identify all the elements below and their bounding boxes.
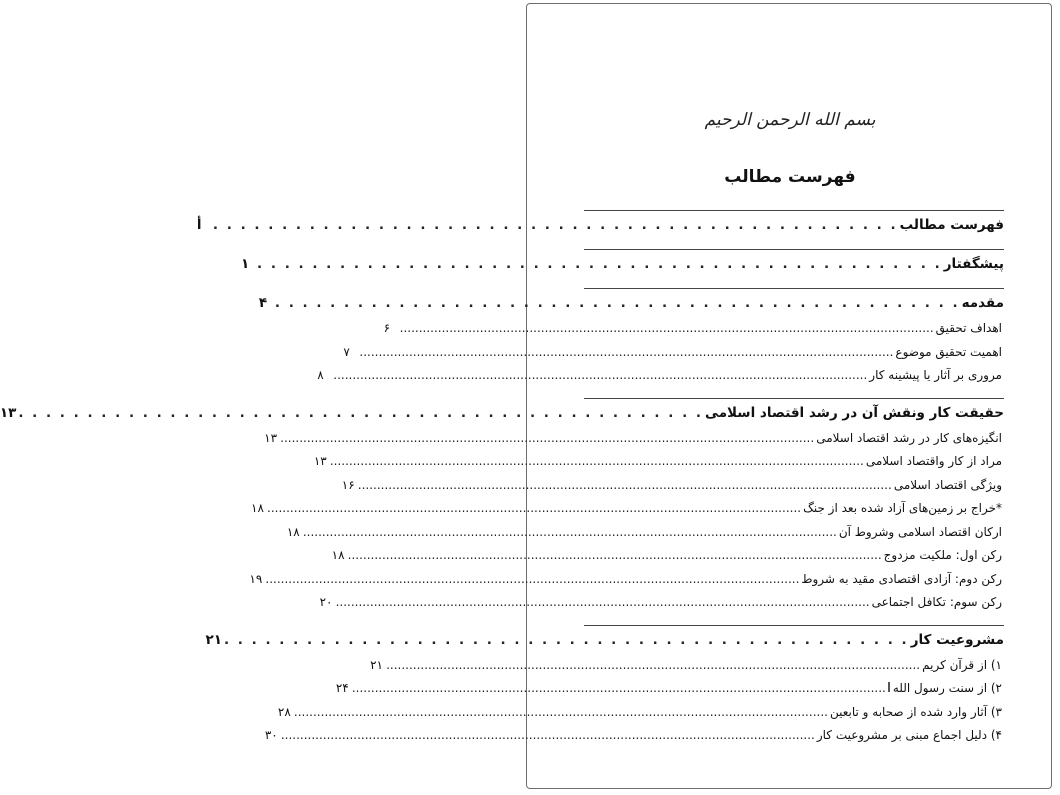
leader-dots: ............................................................................................................................................ <box>357 477 892 492</box>
page-number: ۱۳ <box>0 404 17 421</box>
leader-dots: ............................................................................................................................................ <box>302 524 837 539</box>
leader-dots: . . . . . . . . . . . . . . . . . . . . . . . . . . . . . . . . . . . . . . . . . . . . . . . . . . <box>18 404 704 421</box>
leader-dots: ............................................................................................................................................ <box>333 368 868 382</box>
toc-item[interactable] <box>313 454 1004 478</box>
toc-item-label: ۳) آثار وارد شده از صحابه و تابعین <box>829 704 1002 719</box>
toc-item-label: مروری بر آثار یا پیشینه کار <box>869 368 1002 382</box>
leader-dots: ............................................................................................................................................ <box>280 430 815 445</box>
toc-item-label: رکن اول: ملکیت مزدوج <box>883 548 1002 562</box>
page-number: ۲۰ <box>319 595 333 609</box>
page-number: ۴ <box>258 295 268 311</box>
toc-group-preface <box>241 250 1004 288</box>
basmala: بسم الله الرحمن الرحیم <box>704 110 876 130</box>
page-number: ۱۹ <box>249 571 263 586</box>
toc-heading-label: فهرست مطالب <box>899 217 1004 233</box>
toc-heading[interactable] <box>241 256 1004 282</box>
leader-dots: . . . . . . . . . . . . . . . . . . . . . . . . . . . . . . . . . . . . . . . . . . . . . . . . . . <box>257 256 942 272</box>
toc-item-label: اهمیت تحقیق موضوع <box>895 344 1002 359</box>
page-number: ۱۶ <box>341 477 355 492</box>
toc-group-legitimacy <box>205 626 1004 758</box>
toc-item[interactable] <box>343 344 1004 369</box>
toc-heading-label: مشروعیت کار <box>910 631 1004 648</box>
page-number: ۱۳ <box>264 430 278 445</box>
page-title: فهرست مطالب <box>724 167 856 187</box>
page-number: ۸ <box>317 368 324 382</box>
toc-item[interactable] <box>319 595 1004 619</box>
toc-item[interactable] <box>286 524 1004 549</box>
leader-dots: ............................................................................................................................................ <box>335 595 870 609</box>
toc-item[interactable] <box>264 728 1004 752</box>
leader-dots: ............................................................................................................................................ <box>267 501 802 515</box>
leader-dots: ............................................................................................................................................ <box>386 657 921 672</box>
toc-item[interactable] <box>370 657 1004 682</box>
leader-dots: ............................................................................................................................................ <box>351 681 886 695</box>
toc-item[interactable] <box>331 548 1004 572</box>
toc-item-label: ۱) از قرآن کریم <box>922 657 1002 672</box>
page-number: ۲۱ <box>370 657 383 672</box>
toc-group-work-nature <box>0 399 1004 625</box>
toc-heading-label: حقیقت کار ونقش آن در رشد اقتصاد اسلامی <box>705 404 1004 421</box>
leader-dots: ............................................................................................................................................ <box>280 728 815 742</box>
leader-dots: . . . . . . . . . . . . . . . . . . . . . . . . . . . . . . . . . . . . . . . . . . . . . . . . . . <box>212 217 898 233</box>
toc-item-label: ۲) از سنت رسول الله <box>892 681 1002 695</box>
toc-heading[interactable] <box>258 295 1004 321</box>
toc-item[interactable] <box>249 571 1004 596</box>
page-number: ۲۴ <box>335 681 349 695</box>
page-number: ۱۳ <box>313 454 327 468</box>
toc-item-label: ارکان اقتصاد اسلامی وشروط آن <box>838 524 1002 539</box>
toc-heading[interactable] <box>196 217 1004 243</box>
toc-item[interactable] <box>335 681 1004 705</box>
leader-dots: ............................................................................................................................................ <box>359 344 894 359</box>
placeholder-square-icon <box>888 682 890 692</box>
leader-dots: ............................................................................................................................................ <box>265 571 800 586</box>
toc-item-label: ویژگی اقتصاد اسلامی <box>893 477 1002 492</box>
leader-dots: ............................................................................................................................................ <box>347 548 882 562</box>
leader-dots: . . . . . . . . . . . . . . . . . . . . . . . . . . . . . . . . . . . . . . . . . . . . . . . . . . <box>223 631 909 648</box>
page-number: ۱ <box>241 256 250 272</box>
page-number: ۲۸ <box>277 704 291 719</box>
leader-dots: . . . . . . . . . . . . . . . . . . . . . . . . . . . . . . . . . . . . . . . . . . . . . . . . . . <box>274 295 960 311</box>
page-number: ۱۸ <box>251 501 264 515</box>
toc-heading-label: مقدمه <box>961 295 1004 311</box>
toc-item-label: رکن دوم: آزادی اقتصادی مقید به شروط <box>801 571 1002 586</box>
leader-dots: ............................................................................................................................................ <box>293 704 828 719</box>
toc-item[interactable] <box>383 321 1004 345</box>
toc-item-label: انگیزه‌های کار در رشد اقتصاد اسلامی <box>816 430 1002 445</box>
toc-group-intro <box>258 289 1004 398</box>
toc-item-label: مراد از کار واقتصاد اسلامی <box>865 454 1002 468</box>
toc-heading-label: پیشگفتار <box>943 256 1004 272</box>
page-number: ۲۱ <box>205 631 222 648</box>
table-of-contents <box>0 210 1004 758</box>
toc-item-label: اهداف تحقیق <box>935 321 1002 335</box>
toc-item[interactable] <box>264 430 1004 455</box>
toc-heading[interactable] <box>0 404 1004 431</box>
page-number: ۱۸ <box>331 548 345 562</box>
leader-dots: ............................................................................................................................................ <box>399 321 934 335</box>
toc-group-toc <box>196 211 1004 249</box>
toc-item-label: ۴) دلیل اجماع مبنی بر مشروعیت کار <box>816 728 1002 742</box>
page-number: ۶ <box>383 321 391 335</box>
leader-dots: ............................................................................................................................................ <box>329 454 864 468</box>
page-number: ۷ <box>343 344 350 359</box>
toc-item-label: *خراج بر زمین‌های آزاد شده بعد از جنگ <box>803 501 1002 515</box>
page-number: ۳۰ <box>264 728 278 742</box>
toc-item[interactable] <box>251 501 1004 525</box>
page-number: أ <box>196 217 202 233</box>
page-number: ۱۸ <box>286 524 300 539</box>
toc-item[interactable] <box>277 704 1004 729</box>
toc-item[interactable] <box>341 477 1004 502</box>
toc-item-label: رکن سوم: تکافل اجتماعی <box>871 595 1002 609</box>
toc-item[interactable] <box>317 368 1004 392</box>
toc-heading[interactable] <box>205 631 1004 658</box>
